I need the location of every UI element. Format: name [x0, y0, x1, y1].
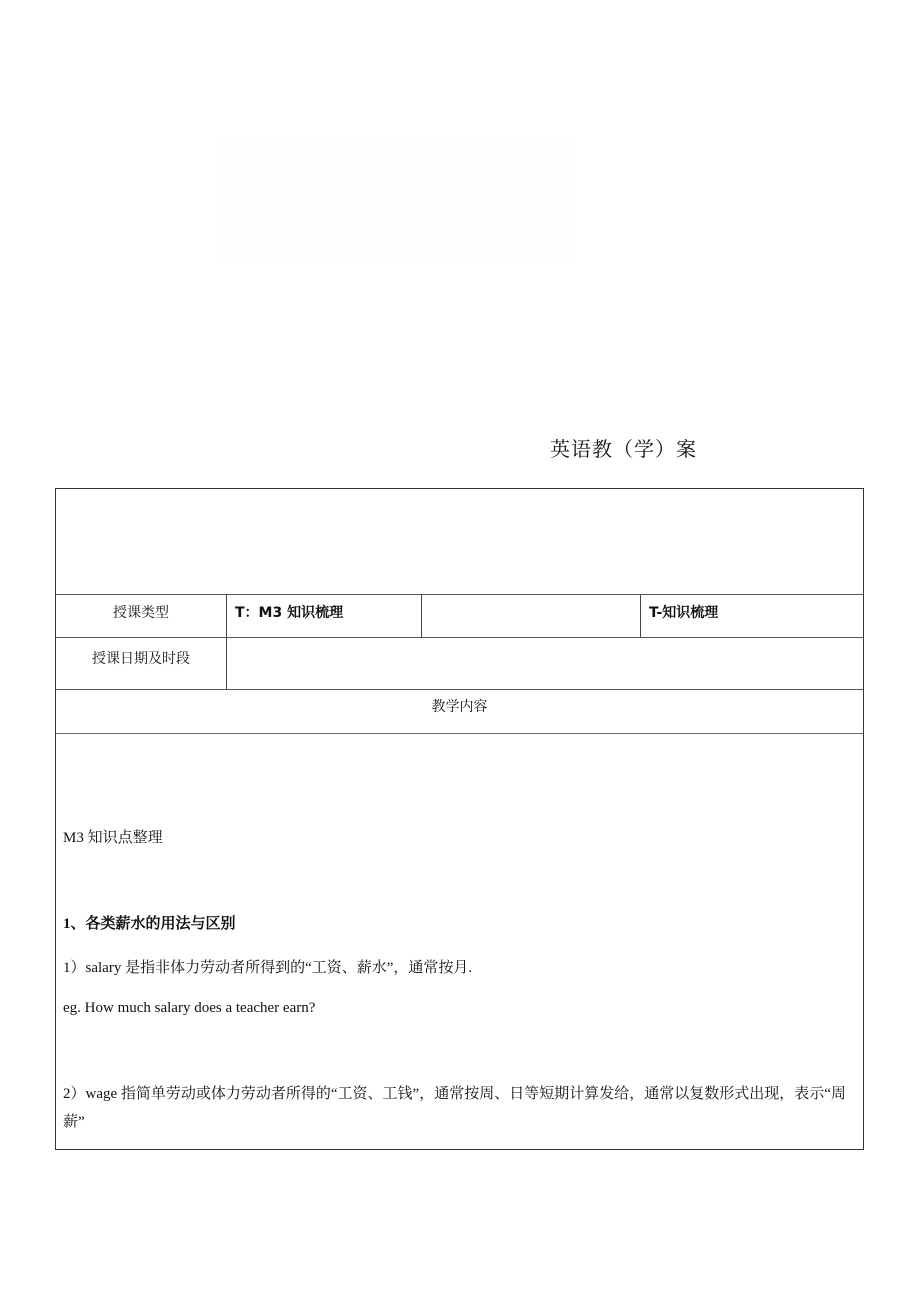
item-1-example: eg. How much salary does a teacher earn?	[63, 1000, 316, 1016]
item-1-salary: 1）salary 是指非体力劳动者所得到的“工资、薪水”，通常按月.	[63, 960, 473, 976]
lesson-plan-table	[55, 488, 864, 1150]
document-title: 英语教（学）案	[550, 437, 697, 461]
lesson-type-text: T：M3 知识梳理	[235, 605, 344, 621]
date-value	[227, 638, 863, 689]
date-label: 授课日期及时段	[56, 638, 227, 689]
section-1-title: 1、各类薪水的用法与区别	[63, 916, 236, 932]
table-row-blank	[56, 489, 863, 595]
item-2-wage: 2）wage 指简单劳动或体力劳动者所得的“工资、工钱”，通常按周、日等短期计算发给，通常以复数形式出现，表示“周薪”	[63, 1086, 846, 1130]
lesson-content	[56, 734, 863, 1149]
table-row-date	[56, 638, 863, 690]
lesson-type-middle-cell	[422, 595, 641, 637]
lesson-type-right-value: T-知识梳理	[649, 605, 719, 621]
content-heading: M3 知识点整理	[63, 830, 163, 846]
lesson-type-value	[227, 595, 422, 637]
content-header-label: 教学内容	[431, 699, 488, 715]
lesson-type-label: 授课类型	[56, 595, 227, 637]
watermark	[215, 135, 575, 265]
table-row-content-header	[56, 690, 863, 734]
table-row-lesson-type	[56, 595, 863, 638]
